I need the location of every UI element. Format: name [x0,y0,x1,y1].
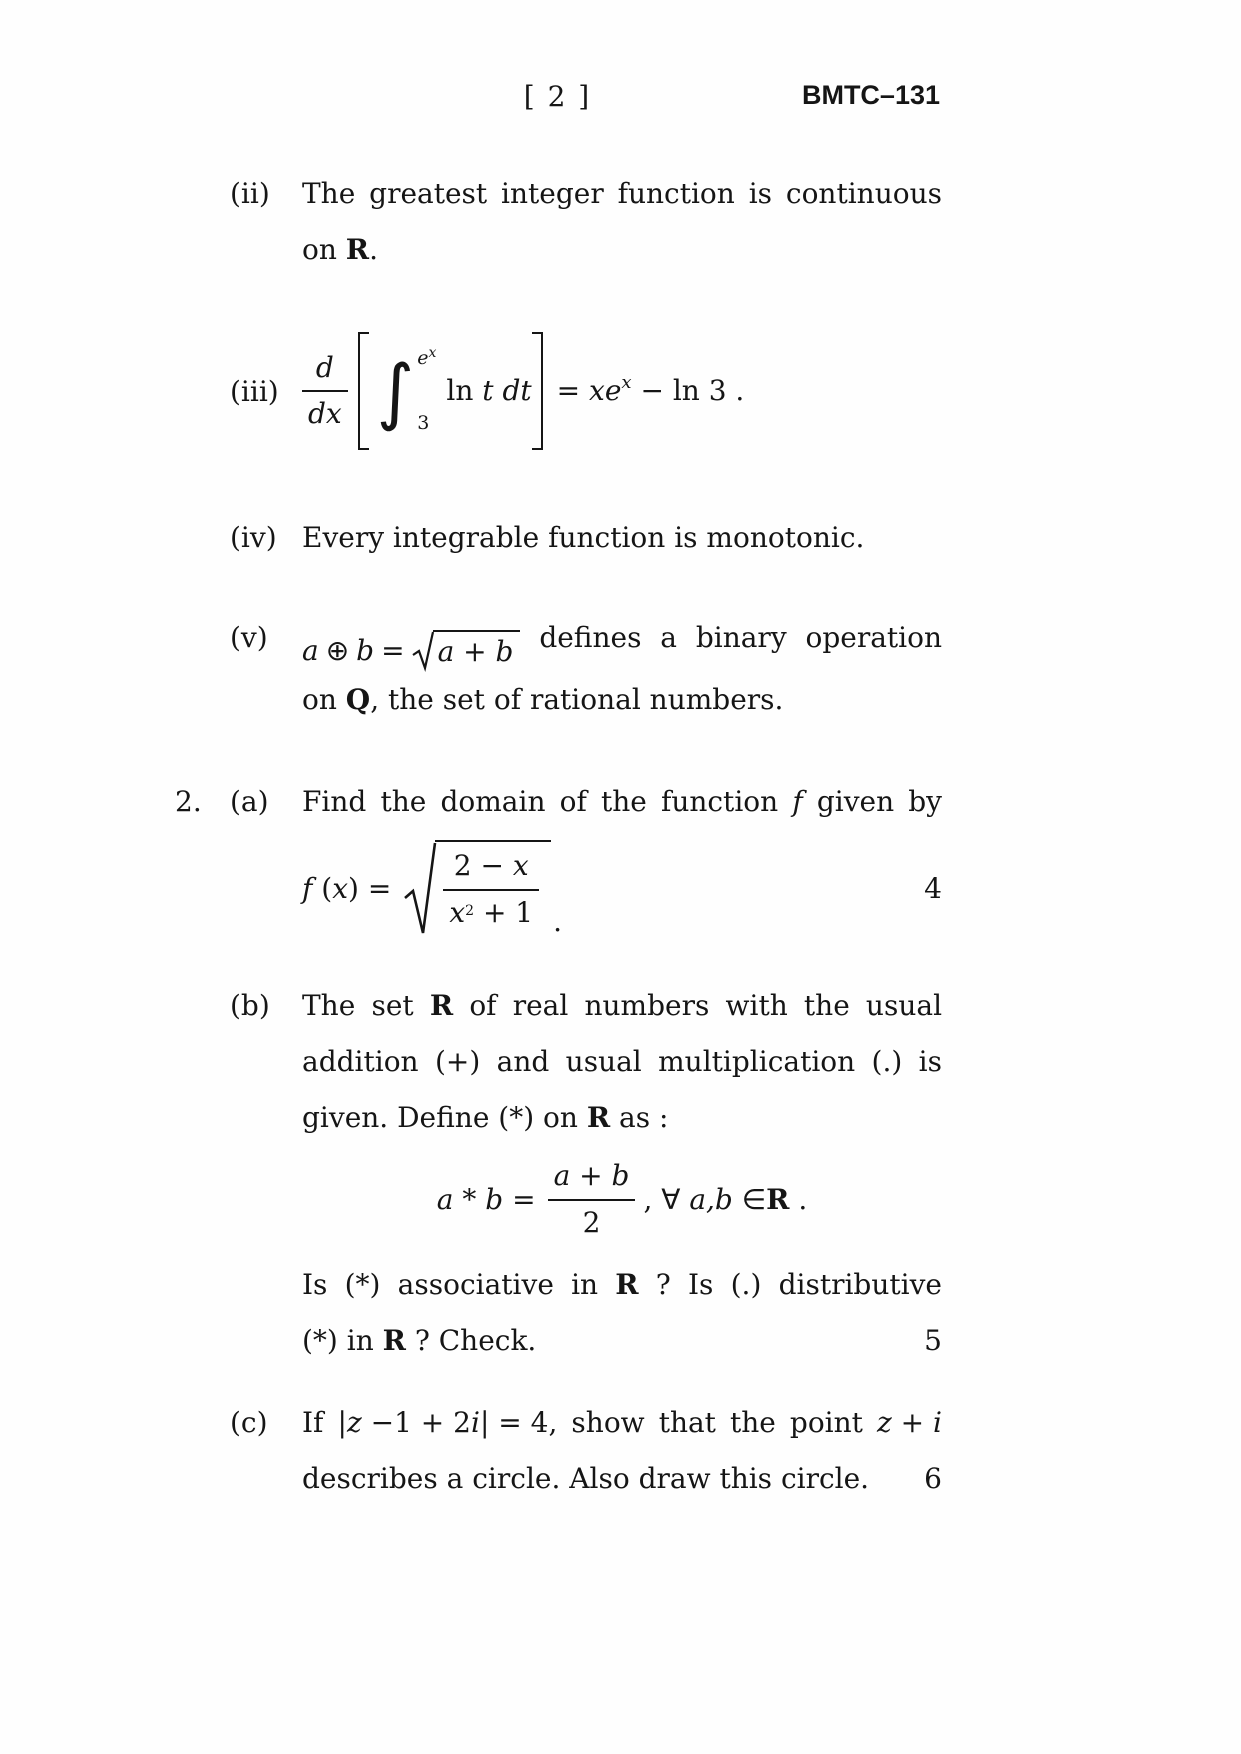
square-root [412,630,521,672]
item-body [302,610,942,728]
function-f: f [792,785,803,819]
item-label-iii: (iii) [230,375,279,409]
statement-text: on [302,683,337,717]
upper-limit: $e^x$ [417,345,437,369]
question-number: 2. [175,785,202,819]
text-line [302,1257,942,1313]
fraction-numerator: a + b [548,1160,636,1200]
item-label-ii: (ii) [230,177,270,210]
fraction [443,850,539,928]
page-number: [ 2 ] [523,80,592,113]
page-header [175,80,940,122]
text-line [302,166,942,222]
statement-text: describes a circle. Also draw this circle. [302,1461,870,1495]
marks-badge: 5 [924,1323,942,1357]
statement-text: Every integrable function is monotonic. [302,521,865,554]
item-body [302,320,942,464]
text-line [302,222,942,278]
text-line [302,1313,942,1369]
statement-text: Is (*) associative in [302,1267,599,1301]
statement-text: given by [816,785,943,819]
item-label-c: (c) [230,1405,268,1439]
question-1-part-v [175,610,942,728]
fraction-denominator: dx [308,397,342,430]
period: . [553,905,563,939]
text-line [302,1090,942,1146]
forall-symbol: ∀ [661,1182,681,1216]
statement-text: The greatest integer function is continuous [302,177,942,210]
text-line [302,978,942,1034]
statement-text: on [302,233,337,266]
integral-sign: ∫ [376,348,415,433]
fraction-d-dx [302,352,348,430]
lower-limit: 3 [417,412,430,434]
set-R-symbol: R [429,989,454,1023]
item-label-b: (b) [230,989,270,1023]
statement-text: If [302,1405,324,1439]
radicand: a + b [433,630,521,669]
text-line [302,610,942,672]
item-label-iv: (iv) [230,521,277,554]
integral [376,345,437,434]
statement-text: (*) in [302,1323,374,1357]
fraction-numerator: d [302,352,348,392]
item-body [302,510,942,566]
question-1-part-iii [175,320,942,464]
text-line [302,774,942,830]
domain-function-formula [302,840,942,938]
statement-text: given. Define (*) on [302,1101,578,1135]
question-1-part-iv [175,510,942,566]
fraction-numerator: 2 − x [443,850,539,890]
statement-text: , the set of rational numbers. [370,683,784,717]
point-expression: z + i [876,1405,942,1439]
item-body [302,978,942,1368]
set-R-symbol: R [766,1182,790,1216]
period: . [798,1182,808,1216]
function-lhs: f (x) = [302,872,392,906]
item-label-v: (v) [230,621,268,654]
square-root [403,840,551,938]
formula-tail: , ∀ a,b ∈R . [643,1182,808,1216]
item-body [302,774,942,954]
question-2-part-a [175,774,942,954]
set-R-symbol: R [345,233,370,266]
marks-badge: 6 [924,1461,942,1495]
star-operation-formula [302,1160,942,1238]
right-square-bracket [532,332,543,450]
set-R-symbol: R [382,1323,406,1357]
radicand [435,840,551,930]
set-Q-symbol: Q [345,683,371,717]
integrand: ln t dt [446,373,532,407]
item-label-a: (a) [230,785,269,819]
set-R-symbol: R [615,1267,639,1301]
radical-sign [403,840,437,938]
binary-operation-sqrt-formula: a ⊕ b = a + b [302,630,520,672]
statement-text: of real numbers with the usual [469,989,943,1023]
statement-text: . [369,233,378,266]
statement-text: Find the domain of the function [302,785,779,819]
modulus-expression: |z −1 + 2i| = 4, [337,1405,558,1439]
fraction [548,1160,636,1238]
formula-rhs: = $xe^x - \ln 3$ . [556,371,745,407]
statement-text: ? Is (.) distributive [655,1267,942,1301]
statement-text: addition (+) and usual multiplication (.) is [302,1045,942,1079]
marks-badge: 4 [924,872,942,906]
text-line [302,510,942,566]
statement-text: The set [302,989,414,1023]
oplus-symbol: ⊕ [325,634,350,667]
paper-code: BMTC–131 [801,80,940,110]
derivative-integral-formula [302,320,942,464]
radical-sign [412,630,434,672]
fraction-denominator: 2 [582,1205,601,1239]
set-R-symbol: R [586,1101,611,1135]
fraction-denominator: $x^2 + 1$ [449,895,534,929]
item-body [302,1395,942,1507]
text-line [302,1395,942,1451]
statement-text: defines a binary operation [539,621,942,654]
question-2-part-c [175,1395,942,1507]
left-square-bracket [358,332,369,450]
question-2-part-b [175,978,942,1368]
statement-text: show that the point [571,1405,863,1439]
formula-lhs: a * b = [436,1182,536,1216]
text-line [302,1451,942,1507]
element-of-symbol: ∈ [741,1182,767,1216]
text-line [302,1034,942,1090]
text-line [302,672,942,728]
statement-text: ? Check. [414,1323,537,1357]
integral-limits [414,345,437,434]
item-body [302,166,942,278]
question-1-part-ii [175,166,942,278]
statement-text: as : [619,1101,669,1135]
